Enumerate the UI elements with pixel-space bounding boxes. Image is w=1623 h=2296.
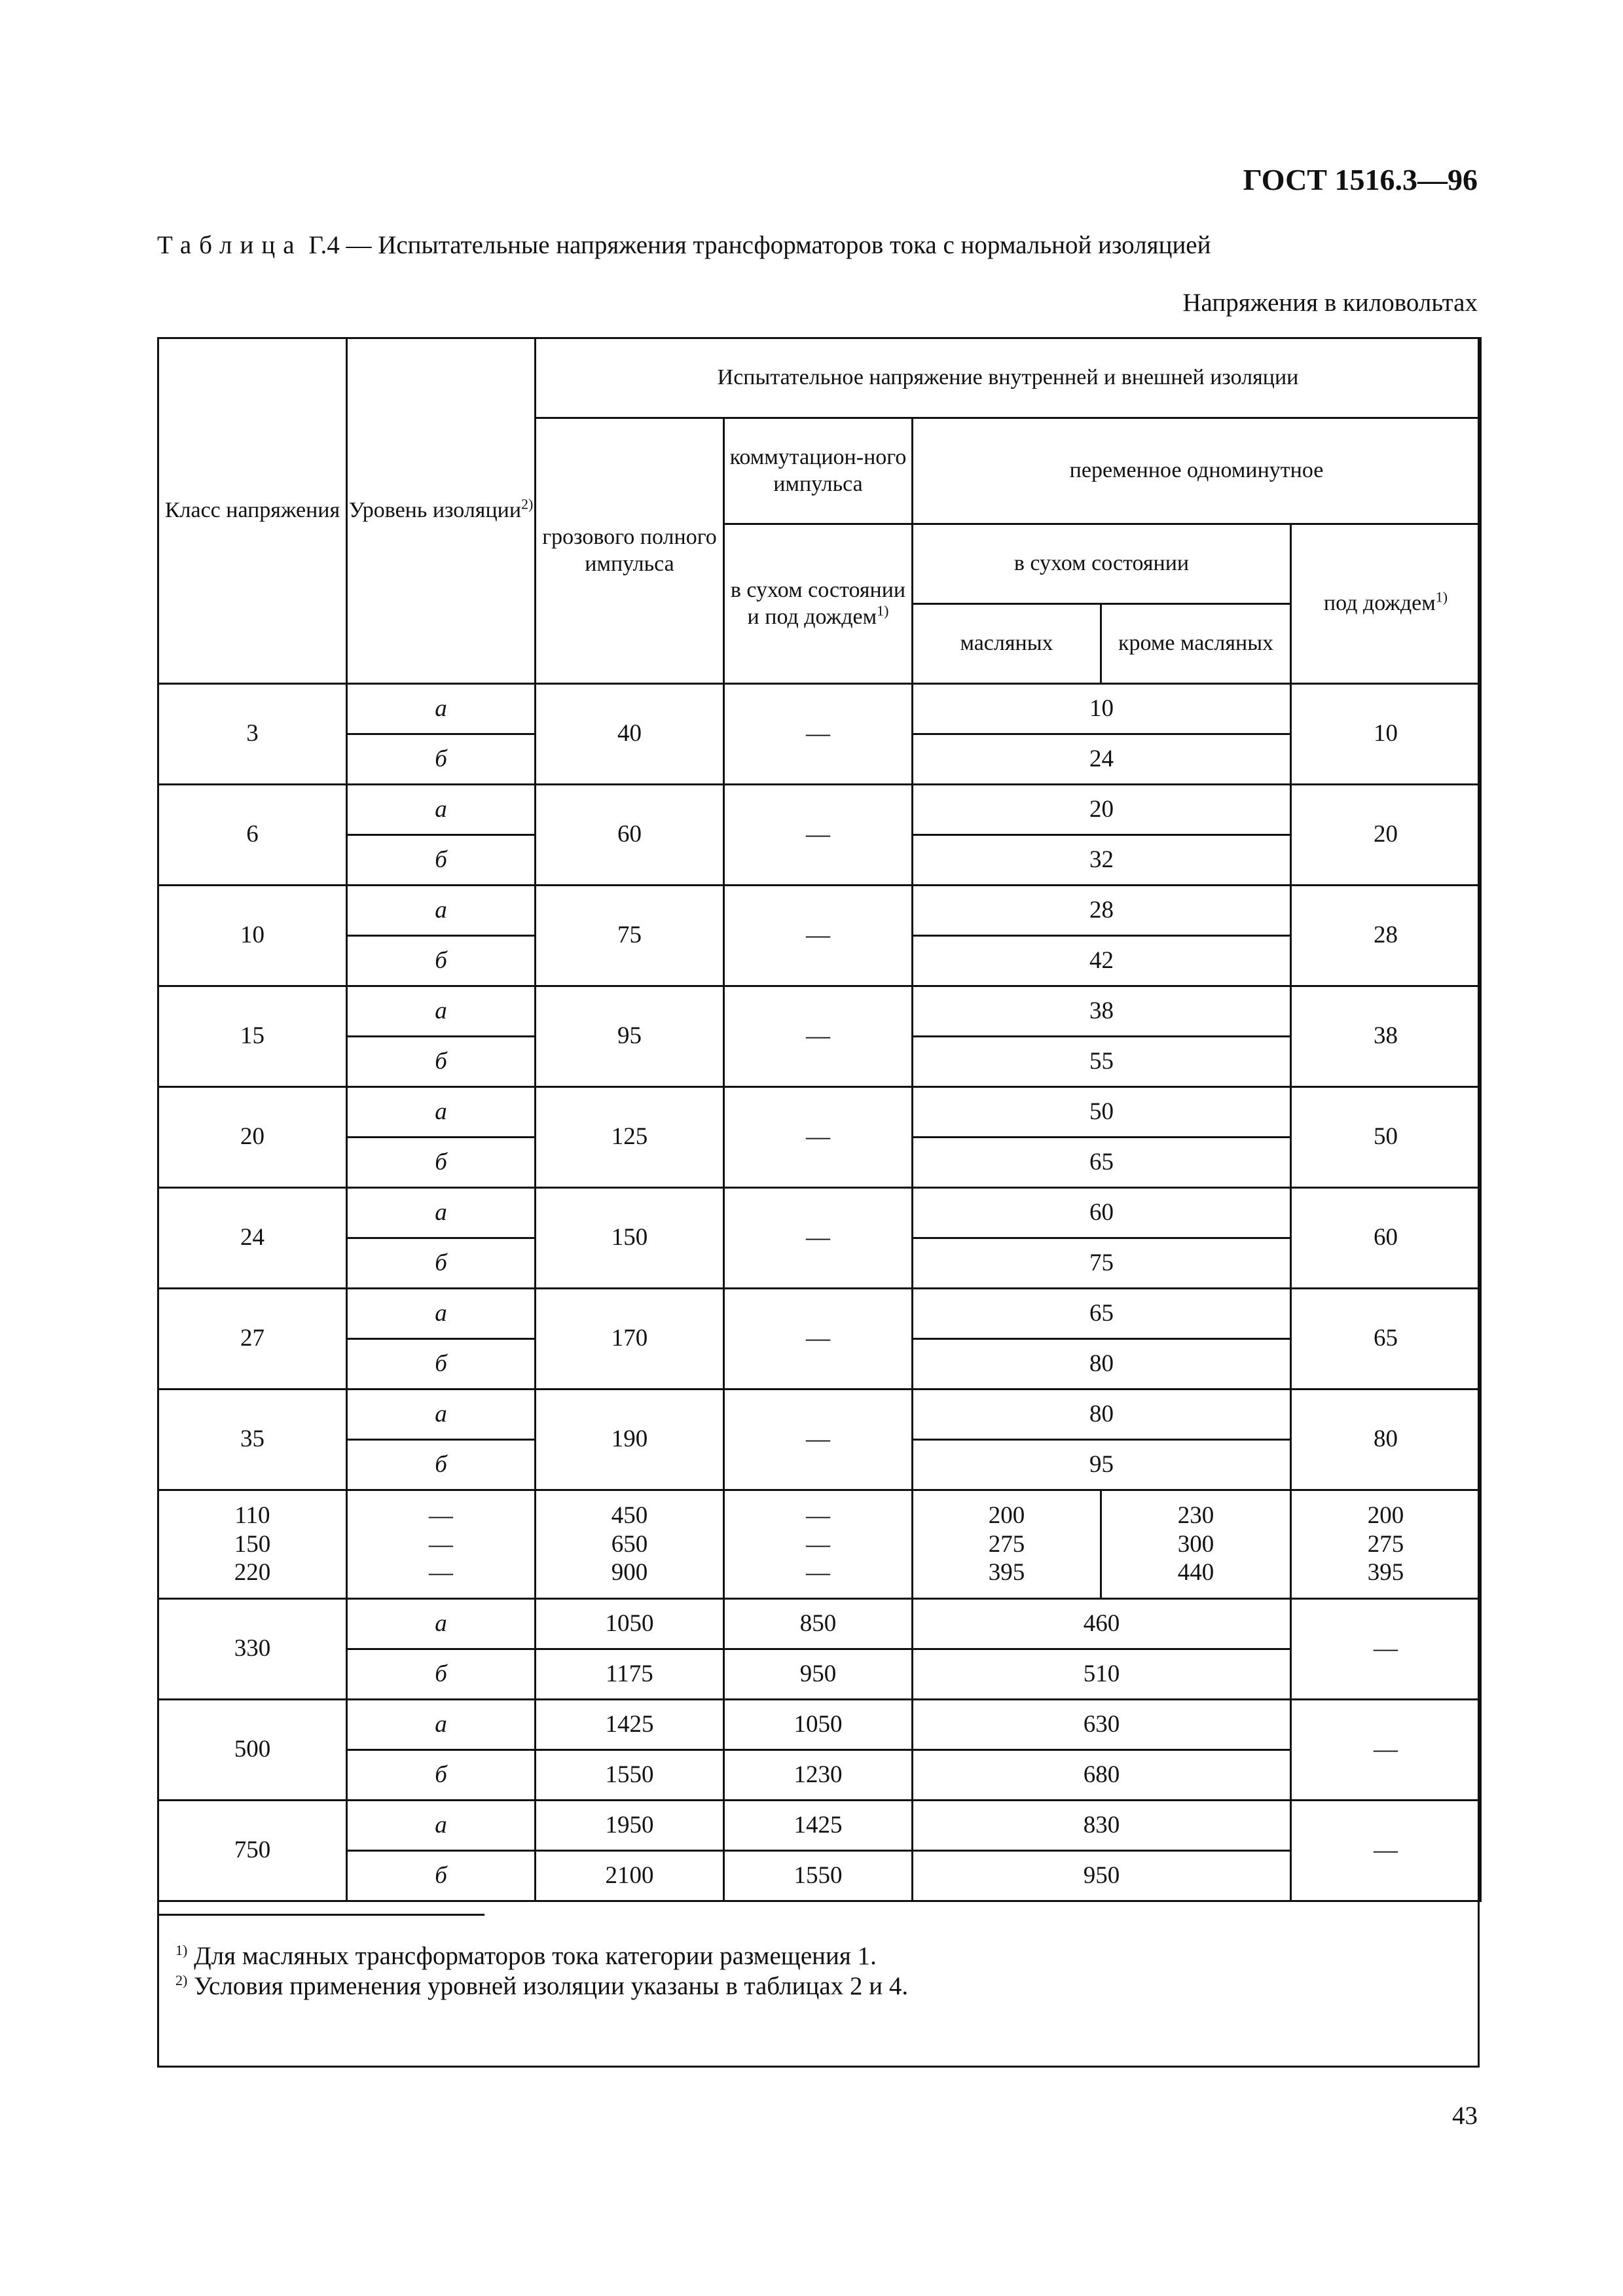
table-row xyxy=(158,785,1481,835)
table-row xyxy=(158,986,1481,1037)
cell-ac-dry: 42 xyxy=(913,936,1291,986)
cell-value: 440 xyxy=(1177,1559,1214,1587)
cell-multi-lightning xyxy=(536,1490,724,1599)
cell-level: б xyxy=(347,1851,536,1901)
cell-ac-wet: 65 xyxy=(1291,1289,1481,1390)
cell-voltage-class: 750 xyxy=(158,1801,347,1901)
cell-ac-wet: 38 xyxy=(1291,986,1481,1087)
cell-lightning: 1425 xyxy=(536,1700,724,1750)
cell-ac-dry: 50 xyxy=(913,1087,1291,1138)
page-number: 43 xyxy=(1452,2102,1478,2130)
cell-lightning: 1050 xyxy=(536,1599,724,1649)
units-note: Напряжения в киловольтах xyxy=(1182,289,1478,317)
cell-level: б xyxy=(347,1339,536,1390)
cell-level: б xyxy=(347,1238,536,1289)
cell-value: 110 xyxy=(234,1502,270,1530)
cell-ac-dry: 510 xyxy=(913,1649,1291,1700)
cell-ac-dry: 80 xyxy=(913,1339,1291,1390)
cell-level: б xyxy=(347,1037,536,1087)
cell-switching: 1230 xyxy=(724,1750,913,1801)
cell-level: а xyxy=(347,1289,536,1339)
cell-level: а xyxy=(347,1390,536,1440)
cell-voltage-class: 27 xyxy=(158,1289,347,1390)
cell-switching: 1425 xyxy=(724,1801,913,1851)
table-row xyxy=(158,1087,1481,1138)
header-voltage-class: Класс напряжения xyxy=(158,338,347,684)
header-test-voltage: Испытательное напряжение внутренней и внешней изоляции xyxy=(536,338,1481,418)
standard-designation: ГОСТ 1516.3—96 xyxy=(1243,163,1478,196)
table-body xyxy=(158,338,1481,1901)
cell-value: 230 xyxy=(1177,1502,1214,1530)
cell-ac-dry: 460 xyxy=(913,1599,1291,1649)
cell-value: 395 xyxy=(1367,1559,1404,1587)
table-row xyxy=(158,684,1481,734)
cell-lightning: 1175 xyxy=(536,1649,724,1700)
cell-value: 650 xyxy=(611,1530,648,1558)
cell-lightning: 150 xyxy=(536,1188,724,1289)
cell-ac-wet: 80 xyxy=(1291,1390,1481,1490)
cell-ac-dry: 65 xyxy=(913,1289,1291,1339)
footnote-ref: 1) xyxy=(1435,588,1448,605)
cell-value: — xyxy=(806,1530,830,1558)
cell-value: — xyxy=(806,1502,830,1530)
cell-voltage-class: 35 xyxy=(158,1390,347,1490)
cell-value: 150 xyxy=(234,1530,271,1558)
header-insulation-level: Уровень изоляции$^{2)}$ xyxy=(347,338,536,684)
cell-voltage-class: 20 xyxy=(158,1087,347,1188)
cell-value: 900 xyxy=(611,1559,648,1587)
cell-ac-wet: — xyxy=(1291,1599,1481,1700)
cell-switching: — xyxy=(724,785,913,886)
cell-level: б xyxy=(347,936,536,986)
table-row xyxy=(158,1188,1481,1238)
cell-value: — xyxy=(429,1559,453,1587)
cell-switching: — xyxy=(724,1289,913,1390)
cell-ac-dry: 630 xyxy=(913,1700,1291,1750)
footnotes xyxy=(175,1941,908,2001)
test-voltage-table xyxy=(157,337,1482,1902)
cell-ac-dry: 32 xyxy=(913,835,1291,886)
cell-level: б xyxy=(347,1138,536,1188)
cell-level: а xyxy=(347,1801,536,1851)
cell-ac-wet: 50 xyxy=(1291,1087,1481,1188)
header-ac-dry: в сухом состоянии xyxy=(913,524,1291,604)
cell-multi-cls xyxy=(158,1490,347,1599)
cell-lightning: 190 xyxy=(536,1390,724,1490)
cell-switching: — xyxy=(724,886,913,986)
cell-ac-wet: 10 xyxy=(1291,684,1481,785)
cell-voltage-class: 500 xyxy=(158,1700,347,1801)
cell-level: а xyxy=(347,684,536,734)
cell-switching: — xyxy=(724,1390,913,1490)
header-ac-wet: под дождем$^{1)}$ xyxy=(1291,524,1481,684)
cell-switching: — xyxy=(724,1087,913,1188)
cell-lightning: 60 xyxy=(536,785,724,886)
cell-switching: 850 xyxy=(724,1599,913,1649)
header-lightning-impulse: грозового полного импульса xyxy=(536,418,724,684)
cell-value: 200 xyxy=(1367,1502,1404,1530)
cell-value: 200 xyxy=(988,1502,1025,1530)
cell-lightning: 170 xyxy=(536,1289,724,1390)
cell-level: а xyxy=(347,986,536,1037)
cell-ac-dry: 24 xyxy=(913,734,1291,785)
cell-voltage-class: 24 xyxy=(158,1188,347,1289)
cell-switching: — xyxy=(724,1188,913,1289)
table-caption-prefix: Таблица xyxy=(157,231,302,259)
cell-ac-dry: 680 xyxy=(913,1750,1291,1801)
table-row xyxy=(158,886,1481,936)
cell-level: а xyxy=(347,1087,536,1138)
cell-level: а xyxy=(347,785,536,835)
cell-ac-wet: 60 xyxy=(1291,1188,1481,1289)
cell-lightning: 125 xyxy=(536,1087,724,1188)
cell-lightning: 1550 xyxy=(536,1750,724,1801)
table-caption xyxy=(157,230,1211,260)
footnote-1: $^{1)}$ Для масляных трансформаторов тока категории размещения 1. xyxy=(175,1942,877,1970)
cell-switching: — xyxy=(724,986,913,1087)
cell-level: б xyxy=(347,1440,536,1490)
cell-voltage-class: 330 xyxy=(158,1599,347,1700)
cell-lightning: 40 xyxy=(536,684,724,785)
cell-value: 395 xyxy=(988,1559,1025,1587)
cell-ac-dry: 65 xyxy=(913,1138,1291,1188)
footnote-rule xyxy=(157,1914,484,1916)
cell-multi-wet xyxy=(1291,1490,1481,1599)
cell-value: — xyxy=(429,1502,453,1530)
cell-value: 300 xyxy=(1177,1530,1214,1558)
cell-level: а xyxy=(347,1700,536,1750)
table-row xyxy=(158,1801,1481,1851)
header-switching-dry-wet: в сухом состоянии и под дождем$^{1)}$ xyxy=(724,524,913,684)
cell-voltage-class: 6 xyxy=(158,785,347,886)
cell-multi-switching xyxy=(724,1490,913,1599)
cell-value: 220 xyxy=(234,1559,271,1587)
cell-level: а xyxy=(347,886,536,936)
cell-lightning: 1950 xyxy=(536,1801,724,1851)
cell-voltage-class: 15 xyxy=(158,986,347,1087)
table-caption-text: Г.4 — Испытательные напряжения трансформаторов тока с нормальной изоляцией xyxy=(308,231,1211,259)
cell-ac-dry: 38 xyxy=(913,986,1291,1037)
cell-level: а xyxy=(347,1188,536,1238)
table-row xyxy=(158,1750,1481,1801)
table-row xyxy=(158,1490,1481,1599)
footnote-ref: 2) xyxy=(521,495,534,512)
cell-lightning: 95 xyxy=(536,986,724,1087)
cell-ac-wet: — xyxy=(1291,1700,1481,1801)
header-ac-non-oil: кроме масляных xyxy=(1101,604,1291,684)
header-ac-one-minute: переменное одноминутное xyxy=(913,418,1481,524)
cell-value: 275 xyxy=(988,1530,1025,1558)
cell-value: — xyxy=(429,1530,453,1558)
cell-ac-dry: 950 xyxy=(913,1851,1291,1901)
table-row xyxy=(158,1390,1481,1440)
table-row xyxy=(158,1851,1481,1901)
header-ac-oil: масляных xyxy=(913,604,1101,684)
cell-ac-dry: 55 xyxy=(913,1037,1291,1087)
cell-value: 450 xyxy=(611,1502,648,1530)
cell-switching: 1550 xyxy=(724,1851,913,1901)
cell-ac-dry: 28 xyxy=(913,886,1291,936)
table-row xyxy=(158,1289,1481,1339)
header-switching-impulse: коммутацион-ного импульса xyxy=(724,418,913,524)
cell-level: б xyxy=(347,1750,536,1801)
cell-level: а xyxy=(347,1599,536,1649)
cell-multi-oil xyxy=(913,1490,1101,1599)
cell-ac-wet: 28 xyxy=(1291,886,1481,986)
cell-ac-dry: 830 xyxy=(913,1801,1291,1851)
cell-level: б xyxy=(347,835,536,886)
cell-lightning: 2100 xyxy=(536,1851,724,1901)
cell-voltage-class: 3 xyxy=(158,684,347,785)
cell-ac-wet: — xyxy=(1291,1801,1481,1901)
cell-switching: 950 xyxy=(724,1649,913,1700)
cell-ac-dry: 20 xyxy=(913,785,1291,835)
cell-level: б xyxy=(347,734,536,785)
cell-switching: — xyxy=(724,684,913,785)
table-row xyxy=(158,1700,1481,1750)
cell-value: — xyxy=(806,1559,830,1587)
cell-ac-dry: 80 xyxy=(913,1390,1291,1440)
table-row xyxy=(158,1649,1481,1700)
cell-multi-level xyxy=(347,1490,536,1599)
cell-multi-non-oil xyxy=(1101,1490,1291,1599)
cell-switching: 1050 xyxy=(724,1700,913,1750)
cell-lightning: 75 xyxy=(536,886,724,986)
footnote-2: $^{2)}$ Условия применения уровней изоляции указаны в таблицах 2 и 4. xyxy=(175,1972,909,2001)
cell-level: б xyxy=(347,1649,536,1700)
cell-ac-dry: 60 xyxy=(913,1188,1291,1238)
cell-ac-dry: 95 xyxy=(913,1440,1291,1490)
cell-ac-wet: 20 xyxy=(1291,785,1481,886)
table-row xyxy=(158,1599,1481,1649)
footnote-ref: 1) xyxy=(877,602,889,619)
cell-voltage-class: 10 xyxy=(158,886,347,986)
cell-ac-dry: 10 xyxy=(913,684,1291,734)
cell-ac-dry: 75 xyxy=(913,1238,1291,1289)
cell-value: 275 xyxy=(1367,1530,1404,1558)
